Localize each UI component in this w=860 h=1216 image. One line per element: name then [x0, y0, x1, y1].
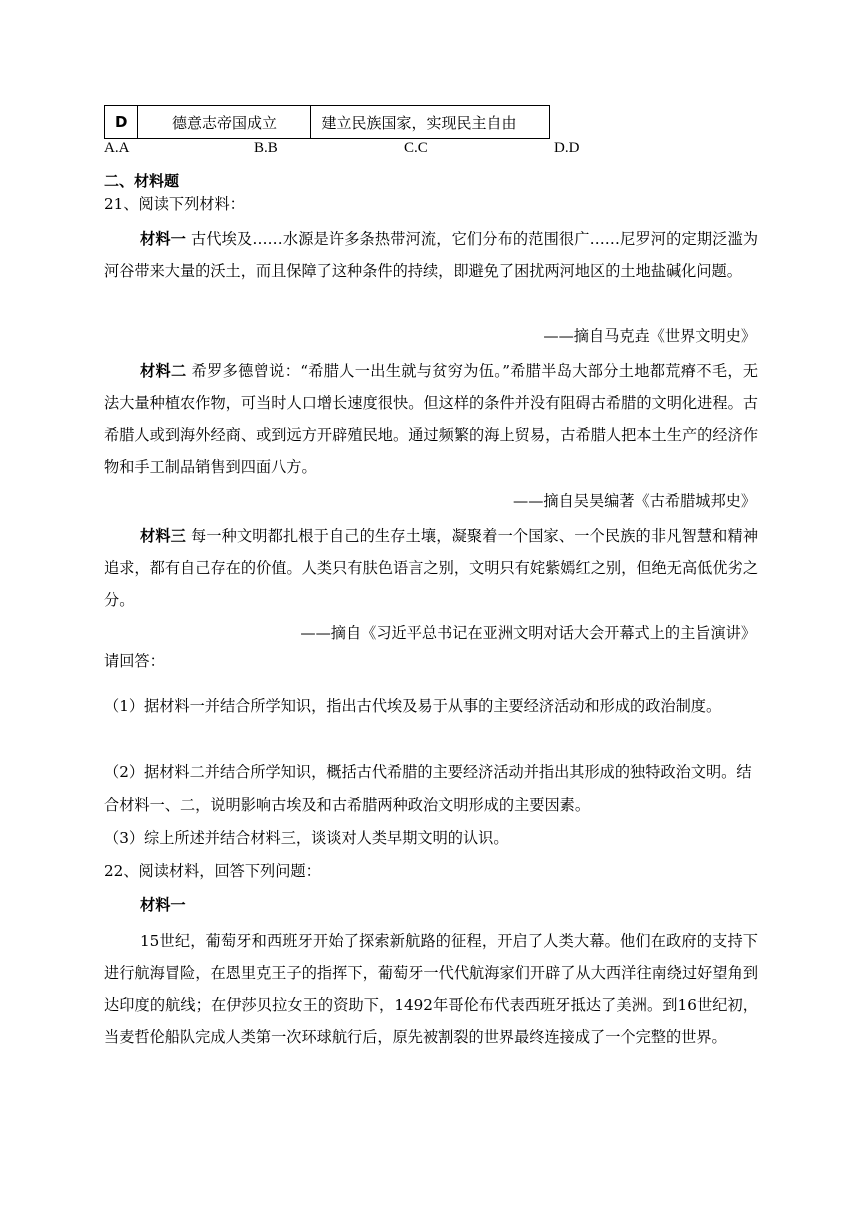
- choice-c: C.C: [404, 140, 428, 156]
- q21-ask: 请回答：: [104, 652, 165, 670]
- q21-stem: 21、阅读下列材料：: [104, 195, 245, 213]
- material-label: 材料三: [140, 527, 186, 545]
- choice-a: A.A: [104, 140, 130, 156]
- material-label: 材料二: [140, 362, 187, 380]
- q21-material-2: [104, 355, 758, 483]
- q22-material-1: 15世纪，葡萄牙和西班牙开始了探索新航路的征程，开启了人类大幕。他们在政府的支持下进行航海冒险，在恩里克王子的指挥下，葡萄牙一代代航海家们开辟了从大西洋往南绕过好望角到达印度的航线；在伊莎贝拉女王的资助下，1492年哥伦布代表西班牙抵达了美洲。到16世纪初，当麦哲伦船队完成人类第一次环球航行后，原先被割裂的世界最终连接成了一个完整的世界。: [104, 932, 758, 1046]
- q21-sub-3: （3）综上所述并结合材料三，谈谈对人类早期文明的认识。: [104, 829, 509, 847]
- option-table: [104, 105, 550, 139]
- option-event: 德意志帝国成立: [138, 106, 311, 139]
- material-label: 材料一: [140, 230, 187, 248]
- material-text: 古代埃及……水源是许多条热带河流，它们分布的范围很广……尼罗河的定期泛滥为河谷带来大量的沃土，而且保障了这种条件的持续，即避免了困扰两河地区的土地盐碱化问题。: [104, 230, 759, 280]
- option-letter: D: [105, 106, 138, 139]
- q21-sub-1: （1）据材料一并结合所学知识，指出古代埃及易于从事的主要经济活动和形成的政治制度。: [104, 697, 722, 715]
- q21-material-1: [104, 223, 758, 287]
- table-row: [105, 106, 550, 139]
- q21-material-3: [104, 520, 758, 616]
- section-title: 二、材料题: [104, 172, 180, 190]
- material-text: 每一种文明都扎根于自己的生存土壤，凝聚着一个国家、一个民族的非凡智慧和精神追求，都有自己存在的价值。人类只有肤色语言之别，文明只有姹紫嫣红之别，但绝无高低优劣之分。: [104, 527, 759, 609]
- choice-d: D.D: [554, 140, 580, 156]
- q21-source-2: ——摘自吴昊编著《古希腊城邦史》: [513, 492, 756, 510]
- q22-material-label: 材料一: [140, 896, 186, 914]
- material-text: 希罗多德曾说：“希腊人一出生就与贫穷为伍。”希腊半岛大部分土地都荒瘠不毛，无法大量种植农作物，可当时人口增长速度很快。但这样的条件并没有阻碍古希腊的文明化进程。古希腊人或到海外经商、或到远方开辟殖民地。通过频繁的海上贸易，古希腊人把本土生产的经济作物和手工制品销售到四面八方。: [104, 362, 759, 476]
- q21-source-3: ——摘自《习近平总书记在亚洲文明对话大会开幕式上的主旨演讲》: [300, 624, 756, 642]
- q21-sub-2: （2）据材料二并结合所学知识，概括古代希腊的主要经济活动并指出其形成的独特政治文明。结合材料一、二，说明影响古埃及和古希腊两种政治文明形成的主要因素。: [104, 763, 752, 814]
- choice-b: B.B: [254, 140, 278, 156]
- option-significance: 建立民族国家，实现民主自由: [311, 106, 550, 139]
- q22-stem: 22、阅读材料，回答下列问题：: [104, 862, 321, 880]
- q21-source-1: ——摘自马克垚《世界文明史》: [543, 327, 756, 345]
